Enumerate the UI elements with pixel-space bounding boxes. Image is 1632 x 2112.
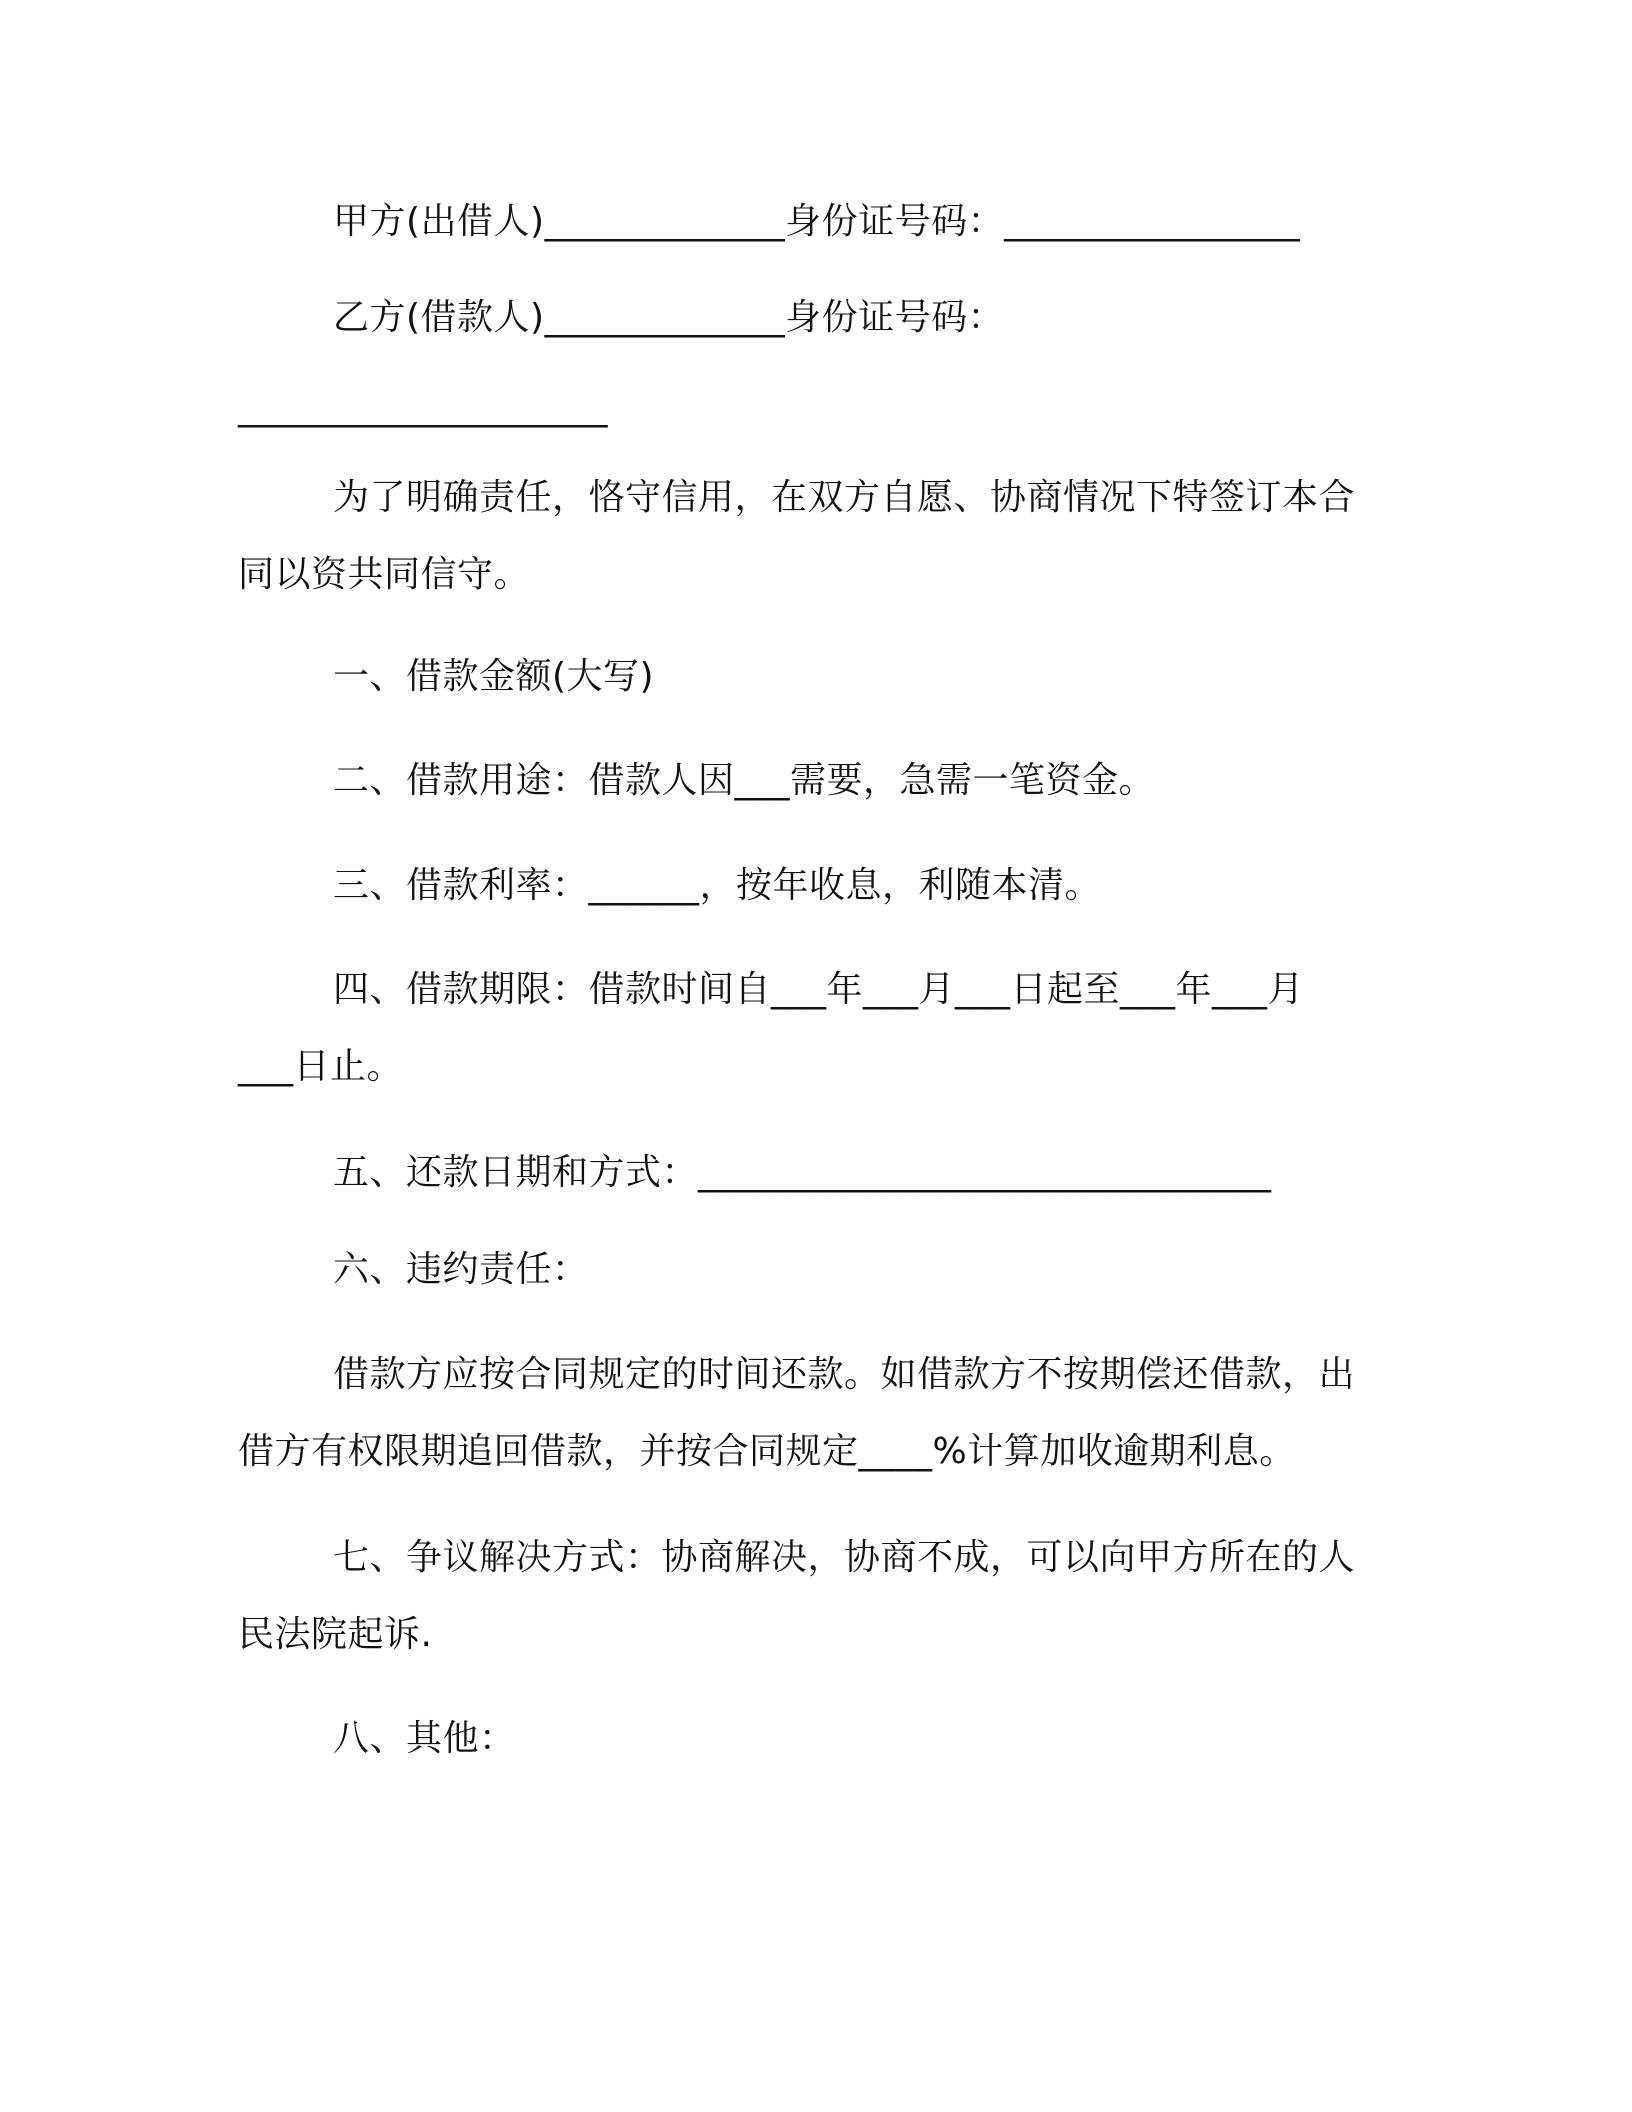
clause-4-term-line-2: ___日止。 [238, 1046, 404, 1087]
party-b-line: 乙方(借款人)_____________身份证号码： [333, 297, 1005, 338]
preamble-line-1: 为了明确责任，恪守信用，在双方自愿、协商情况下特签订本合 [333, 477, 1356, 518]
clause-6-line-2: 借方有权限期追回借款，并按合同规定____%计算加收逾期利息。 [238, 1431, 1296, 1472]
preamble-line-2: 同以资共同信守。 [238, 554, 531, 595]
clause-1-amount: 一、借款金额(大写) [333, 656, 655, 697]
clause-6-title: 六、违约责任： [333, 1249, 589, 1290]
party-b-id-blank: ____________________ [238, 387, 608, 428]
clause-8-title: 八、其他： [333, 1718, 516, 1759]
clause-7-line-2: 民法院起诉. [238, 1614, 433, 1655]
clause-5-repayment: 五、还款日期和方式：_______________________________ [333, 1152, 1272, 1193]
clause-4-term-line-1: 四、借款期限：借款时间自___年___月___日起至___年___月 [333, 969, 1305, 1010]
clause-3-rate: 三、借款利率：______，按年收息，利随本清。 [333, 865, 1102, 906]
clause-7-line-1: 七、争议解决方式：协商解决，协商不成，可以向甲方所在的人 [333, 1537, 1356, 1578]
party-a-line: 甲方(出借人)_____________身份证号码：________________ [333, 201, 1301, 242]
clause-6-line-1: 借款方应按合同规定的时间还款。如借款方不按期偿还借款，出 [333, 1354, 1356, 1395]
clause-2-purpose: 二、借款用途：借款人因___需要，急需一笔资金。 [333, 760, 1156, 801]
